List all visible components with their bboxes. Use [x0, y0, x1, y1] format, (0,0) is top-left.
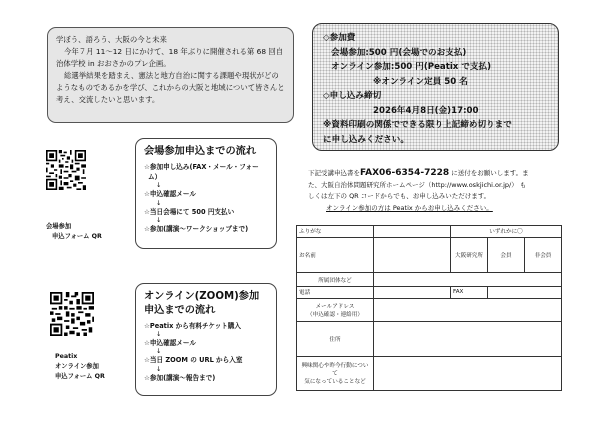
venue-step-3: ☆当日会場にて 500 円支払い: [144, 207, 235, 216]
peatix-qr-code[interactable]: [50, 292, 94, 336]
flow-arrow: ↓: [156, 347, 162, 356]
fee-title: ◇参加費: [323, 33, 356, 43]
email-field[interactable]: [374, 298, 562, 322]
online-flow-title-2: 申込までの流れ: [144, 305, 216, 316]
email-label: [297, 298, 374, 322]
peatix-qr-label-2: オンライン参加: [55, 363, 99, 370]
member-option-member[interactable]: 会員: [488, 237, 525, 272]
flow-arrow: ↓: [156, 330, 162, 339]
intro-heading: 学ぼう、語ろう、大阪の今と未来: [56, 35, 167, 44]
member-option-research[interactable]: 大阪研究所: [451, 237, 488, 272]
venue-step-1b: ム）: [148, 173, 162, 182]
fax-field[interactable]: [488, 287, 562, 299]
phone-label: 電話: [297, 287, 374, 299]
deadline-date: 2026年4月8日(金)17:00: [373, 105, 479, 116]
fax-label: FAX: [451, 287, 488, 299]
online-flow-title-1: オンライン(ZOOM)参加: [144, 291, 260, 302]
interest-label-1: 興味関心や昨今行動について: [301, 363, 369, 378]
venue-qr-code[interactable]: [46, 150, 86, 190]
furigana-label: ふりがな: [297, 226, 374, 238]
online-step-1: ☆Peatix から有料チケット購入: [144, 322, 241, 330]
intro-box: [47, 27, 294, 123]
venue-qr-label: [46, 222, 102, 242]
name-label: お名前: [297, 237, 374, 272]
flow-arrow: ↓: [156, 364, 162, 373]
fax-line3: しくは左下の QR コードからでも、お申し込みいただけます。: [308, 192, 491, 200]
interest-label-2: 気になっていることなど: [304, 379, 366, 386]
flow-arrow: ↓: [156, 198, 162, 207]
intro-text-2: 総選挙結果を踏まえ、憲法と地方自治に関する課題や現状がどのようなものであるかを学び、これからの大阪と地域について皆さんと考え、交流したいと思います。: [56, 71, 285, 104]
phone-field[interactable]: [374, 287, 451, 299]
address-field[interactable]: [374, 322, 562, 356]
fee-online: オンライン参加:500 円(Peatix で支払): [331, 62, 492, 72]
member-circle-label: いずれかに〇: [451, 226, 562, 238]
email-label-2: （申込確認・連絡用）: [307, 312, 363, 319]
interest-field[interactable]: [374, 356, 562, 390]
venue-qr-label-1: 会場参加: [46, 223, 72, 230]
fax-line4: オンライン参加の方は Peatix からお申し込みください。: [326, 203, 493, 212]
flow-arrow: ↓: [156, 215, 162, 224]
peatix-qr-label-1: Peatix: [55, 353, 78, 360]
application-form: [296, 225, 562, 391]
venue-step-4: ☆参加(講演～ワークショップまで): [144, 224, 249, 233]
fax-pre: 下記受講申込書を: [308, 169, 360, 177]
venue-qr-label-2: 申込フォーム QR: [52, 233, 102, 240]
online-flow-box: [135, 283, 277, 396]
member-option-nonmember[interactable]: 非会員: [525, 237, 562, 272]
email-label-1: メールアドレス: [315, 304, 355, 311]
online-step-4: ☆参加(講演～報告まで): [144, 373, 216, 382]
intro-text-1: 今年７月 11～12 日にかけて、18 年ぶりに開催される第 68 回自治体学校 in おおさかのプレ企画。: [56, 47, 284, 68]
deadline-note-1: ※資料印刷の関係でできる限り上記締め切りまで: [323, 120, 512, 130]
peatix-qr-label-3: 申込フォーム QR: [55, 373, 105, 380]
online-step-3: ☆当日 ZOOM の URL から入室: [144, 356, 243, 365]
venue-step-1: ☆参加申し込み(FAX・メール・フォー: [144, 163, 259, 171]
name-field[interactable]: [374, 237, 451, 272]
deadline-note-2: に申し込みください。: [323, 134, 409, 145]
fax-instructions: [308, 168, 570, 214]
fax-number: FAX06-6354-7228: [360, 168, 450, 178]
online-step-2: ☆申込確認メール: [144, 339, 196, 348]
venue-step-2: ☆申込確認メール: [144, 190, 196, 199]
fax-line2: た、大阪自治体問題研究所ホームページ（http://www.oskjichi.or.jp/） も: [308, 180, 527, 189]
venue-flow-box: [135, 138, 277, 249]
org-label: 所属団体など: [297, 273, 374, 287]
peatix-qr-label: [55, 352, 105, 382]
fee-capacity: ※オンライン定員 50 名: [373, 76, 468, 87]
deadline-title: ◇申し込み締切: [323, 91, 382, 101]
fax-line1: に送付をお願いします。ま: [449, 169, 529, 177]
furigana-field[interactable]: [374, 226, 451, 238]
interest-label: [297, 356, 374, 390]
flow-arrow: ↓: [156, 181, 162, 190]
address-label: 住所: [297, 322, 374, 356]
org-field[interactable]: [374, 273, 562, 287]
venue-flow-title: 会場参加申込までの流れ: [144, 146, 257, 157]
fee-venue: 会場参加:500 円(会場でのお支払): [331, 47, 467, 58]
fee-box: [312, 23, 559, 151]
